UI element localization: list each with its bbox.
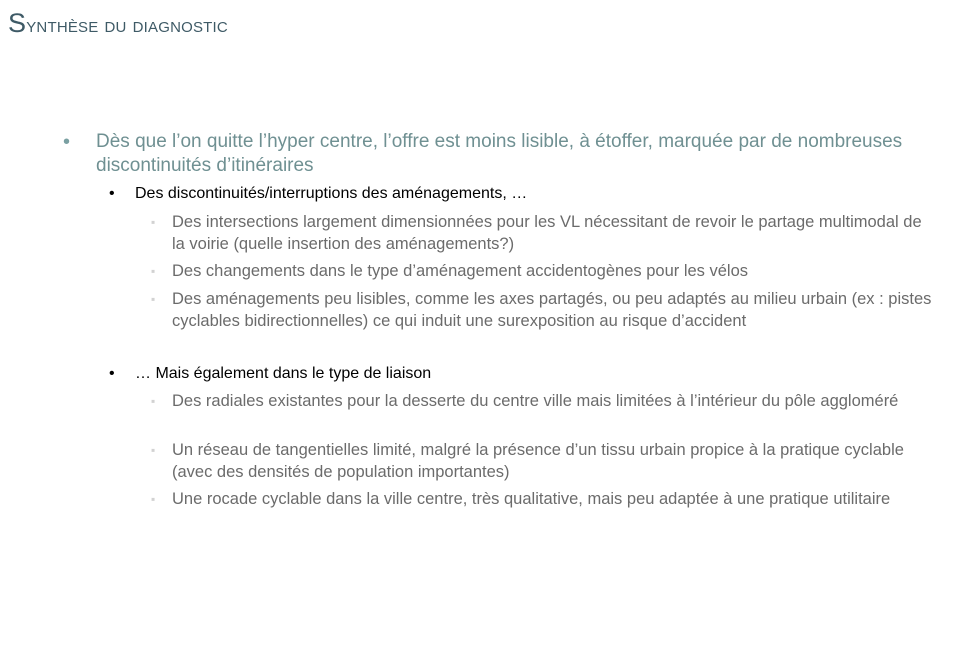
section1-heading: Des discontinuités/interruptions des aménagements, …	[135, 185, 528, 202]
section2-item-3-bullet: ▪	[151, 492, 156, 506]
section1-item-3: Des aménagements peu lisibles, comme les axes partagés, ou peu adaptés au milieu urbain (ex : pistes cyclables bidirectionnelles) ce qui induit une surexposition au risque d’accident	[172, 290, 932, 330]
slide-title-initial: S	[8, 8, 27, 38]
section1-item-1: Des intersections largement dimensionnées pour les VL nécessitant de revoir le partage multimodal de la voirie (quelle insertion des aménagements?)	[172, 213, 922, 253]
section2-item-2-bullet: ▪	[151, 443, 156, 457]
slide-title-rest: ynthèse du diagnostic	[26, 14, 228, 37]
slide-title	[8, 8, 228, 39]
section2-item-1-bullet: ▪	[151, 394, 156, 408]
main-point-bullet: •	[63, 131, 71, 153]
section2-item-2: Un réseau de tangentielles limité, malgré la présence d’un tissu urbain propice à la pratique cyclable (avec des densités de population importantes)	[172, 441, 904, 481]
section2-bullet: •	[109, 365, 115, 382]
section2-item-3: Une rocade cyclable dans la ville centre, très qualitative, mais peu adaptée à une pratique utilitaire	[172, 490, 891, 508]
section1-item-1-bullet: ▪	[151, 215, 156, 229]
section1-item-3-bullet: ▪	[151, 292, 156, 306]
section1-item-2: Des changements dans le type d’aménagement accidentogènes pour les vélos	[172, 262, 749, 280]
section1-item-2-bullet: ▪	[151, 264, 156, 278]
main-point: Dès que l’on quitte l’hyper centre, l’offre est moins lisible, à étoffer, marquée par de nombreuses discontinuités d’itinéraires	[96, 131, 903, 176]
section2-heading: … Mais également dans le type de liaison	[135, 365, 432, 382]
section1-bullet: •	[109, 185, 115, 202]
section2-item-1: Des radiales existantes pour la desserte du centre ville mais limitées à l’intérieur du pôle aggloméré	[172, 392, 899, 410]
